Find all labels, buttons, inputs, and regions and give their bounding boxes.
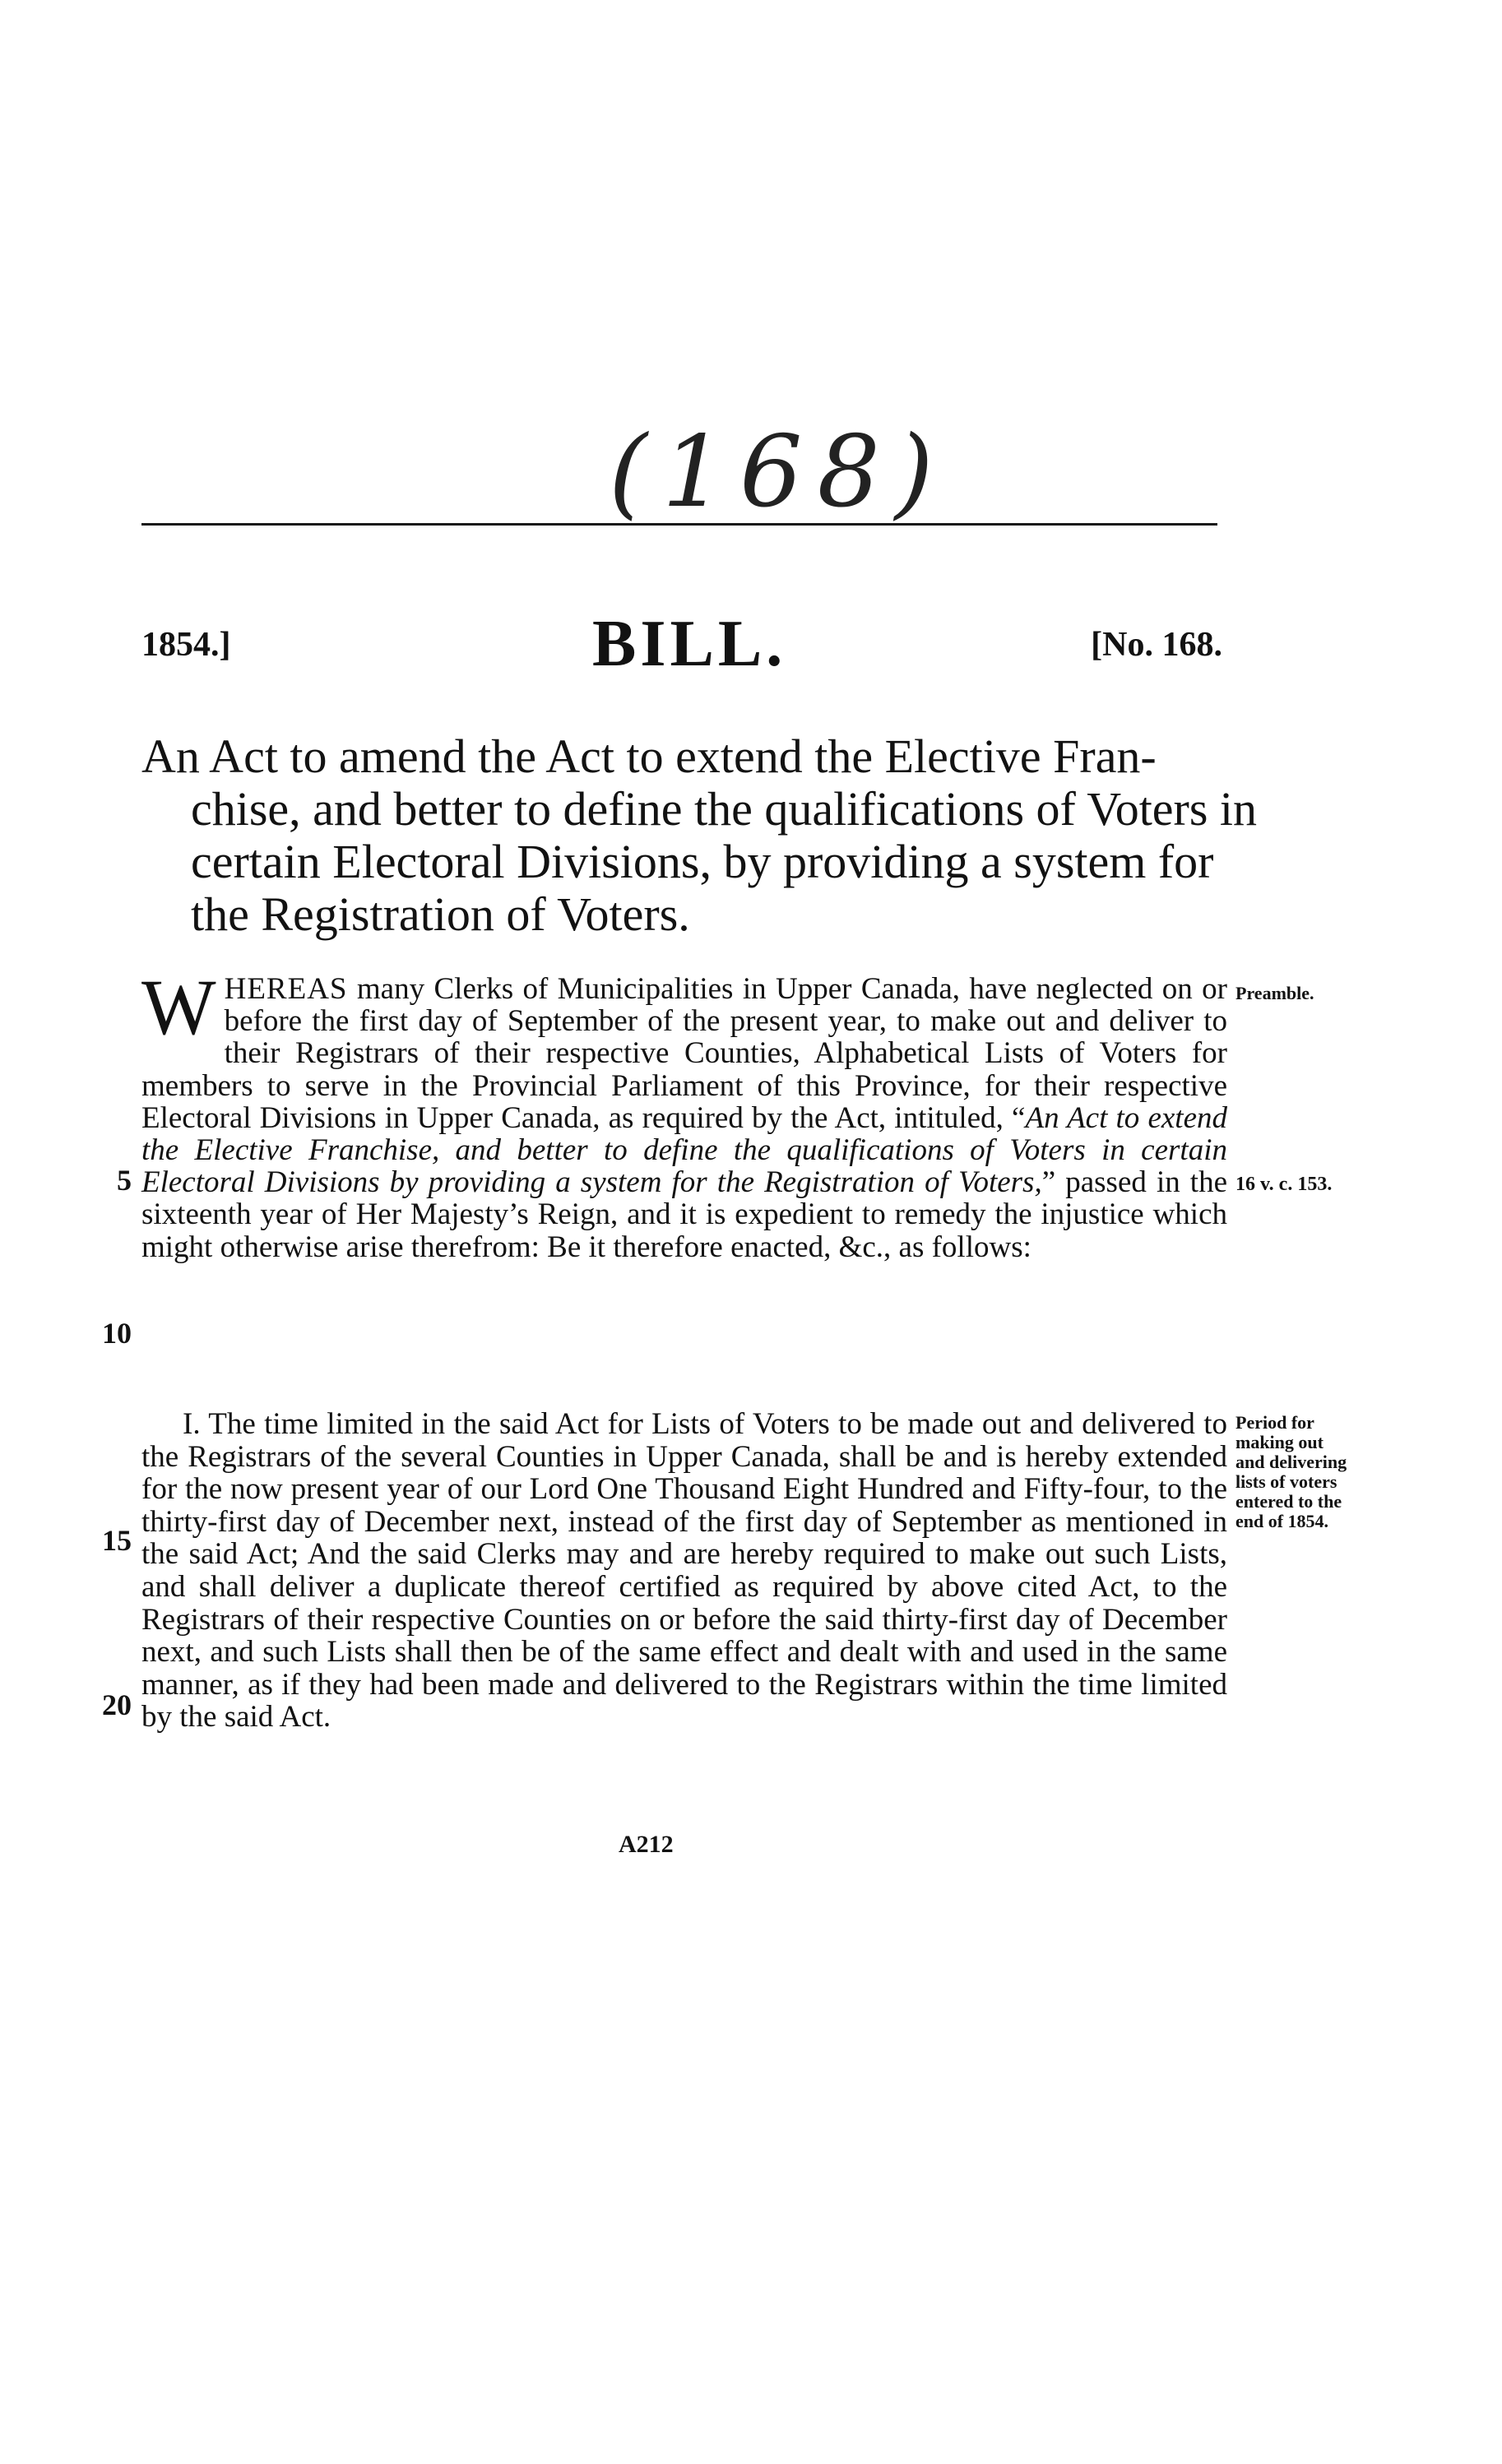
margin-note-line: lists of voters: [1235, 1471, 1337, 1492]
bill-number: [No. 168.: [1091, 626, 1222, 664]
cited-act-title: An Act to extend the Elective Franchise, and better to define the qualifications of Voters in certain Electoral Divisions by providing a system for the Registration of Voters,: [141, 1100, 1227, 1200]
line-number: 15: [102, 1524, 132, 1557]
margin-note-line: entered to the: [1235, 1491, 1342, 1512]
margin-note-line: making out: [1235, 1432, 1324, 1452]
handwritten-bill-number: (168): [609, 415, 948, 530]
line-number: 20: [102, 1688, 132, 1721]
section-number: I.: [183, 1407, 201, 1441]
preamble: [141, 963, 1228, 1264]
long-title: [141, 729, 1258, 941]
long-title-line: chise, and better to define the qualifications of Voters in: [191, 782, 1258, 836]
margin-note-line: end of 1854.: [1235, 1511, 1329, 1531]
section-1: [141, 1408, 1227, 1734]
line-number: 5: [117, 1164, 132, 1197]
margin-note-section-1: [1235, 1413, 1433, 1531]
margin-note-citation: 16 v. c. 153.: [1235, 1174, 1333, 1195]
drop-cap: W: [141, 963, 216, 1051]
long-title-line: An Act to amend the Act to extend the Elective Fran-: [141, 729, 1157, 783]
preamble-first-word: HEREAS: [224, 972, 348, 1006]
long-title-line: certain Electoral Divisions, by providing a system for: [191, 835, 1214, 888]
bill-year: 1854.]: [141, 626, 231, 664]
margin-note-line: and delivering: [1235, 1452, 1347, 1472]
printer-signature-mark: A212: [619, 1831, 674, 1858]
line-number: 10: [102, 1317, 132, 1350]
long-title-line: the Registration of Voters.: [191, 887, 690, 941]
section-1-text: The time limited in the said Act for Lists of Voters to be made out and delivered to the Registrars of the several Counties in Upper Canada, shall be and is hereby extended for the now present year of our Lord One Thousand Eight Hundred and Fifty-four, to the thirty-first day of December next, instead of the first day of September as mentioned in the said Act; And the said Clerks may and are hereby required to make out such Lists, and shall deliver a duplicate thereof certified as required by above cited Act, to the Registrars of their respective Counties on or before the said thirty-first day of December next, and such Lists shall then be of the same effect and dealt with and used in the same manner, as if they had been made and delivered to the Registrars within the time limited by the said Act.: [141, 1407, 1227, 1735]
margin-note-preamble: Preamble.: [1235, 983, 1314, 1003]
bill-heading: BILL.: [592, 608, 787, 680]
preamble-text-part1: many Clerks of Municipalities in Upper Canada, have neglected on or before the first day of September of the present year, to make out and deliver to their Registrars of their respective Counties, Alphabetical Lists of Voters for members to serve in the Provincial Parliament of this Province, for their respective Electoral Divisions in Upper Canada, as required by the Act, intituled, “: [141, 972, 1227, 1135]
top-rule: [141, 523, 1217, 526]
margin-note-line: Period for: [1235, 1412, 1314, 1433]
preamble-text-part2: ” passed in the sixteenth year of Her Majesty’s Reign, and it is expedient to remedy the injustice which might otherwise arise therefrom: Be it therefore enacted, &c., as follows:: [141, 1165, 1228, 1264]
